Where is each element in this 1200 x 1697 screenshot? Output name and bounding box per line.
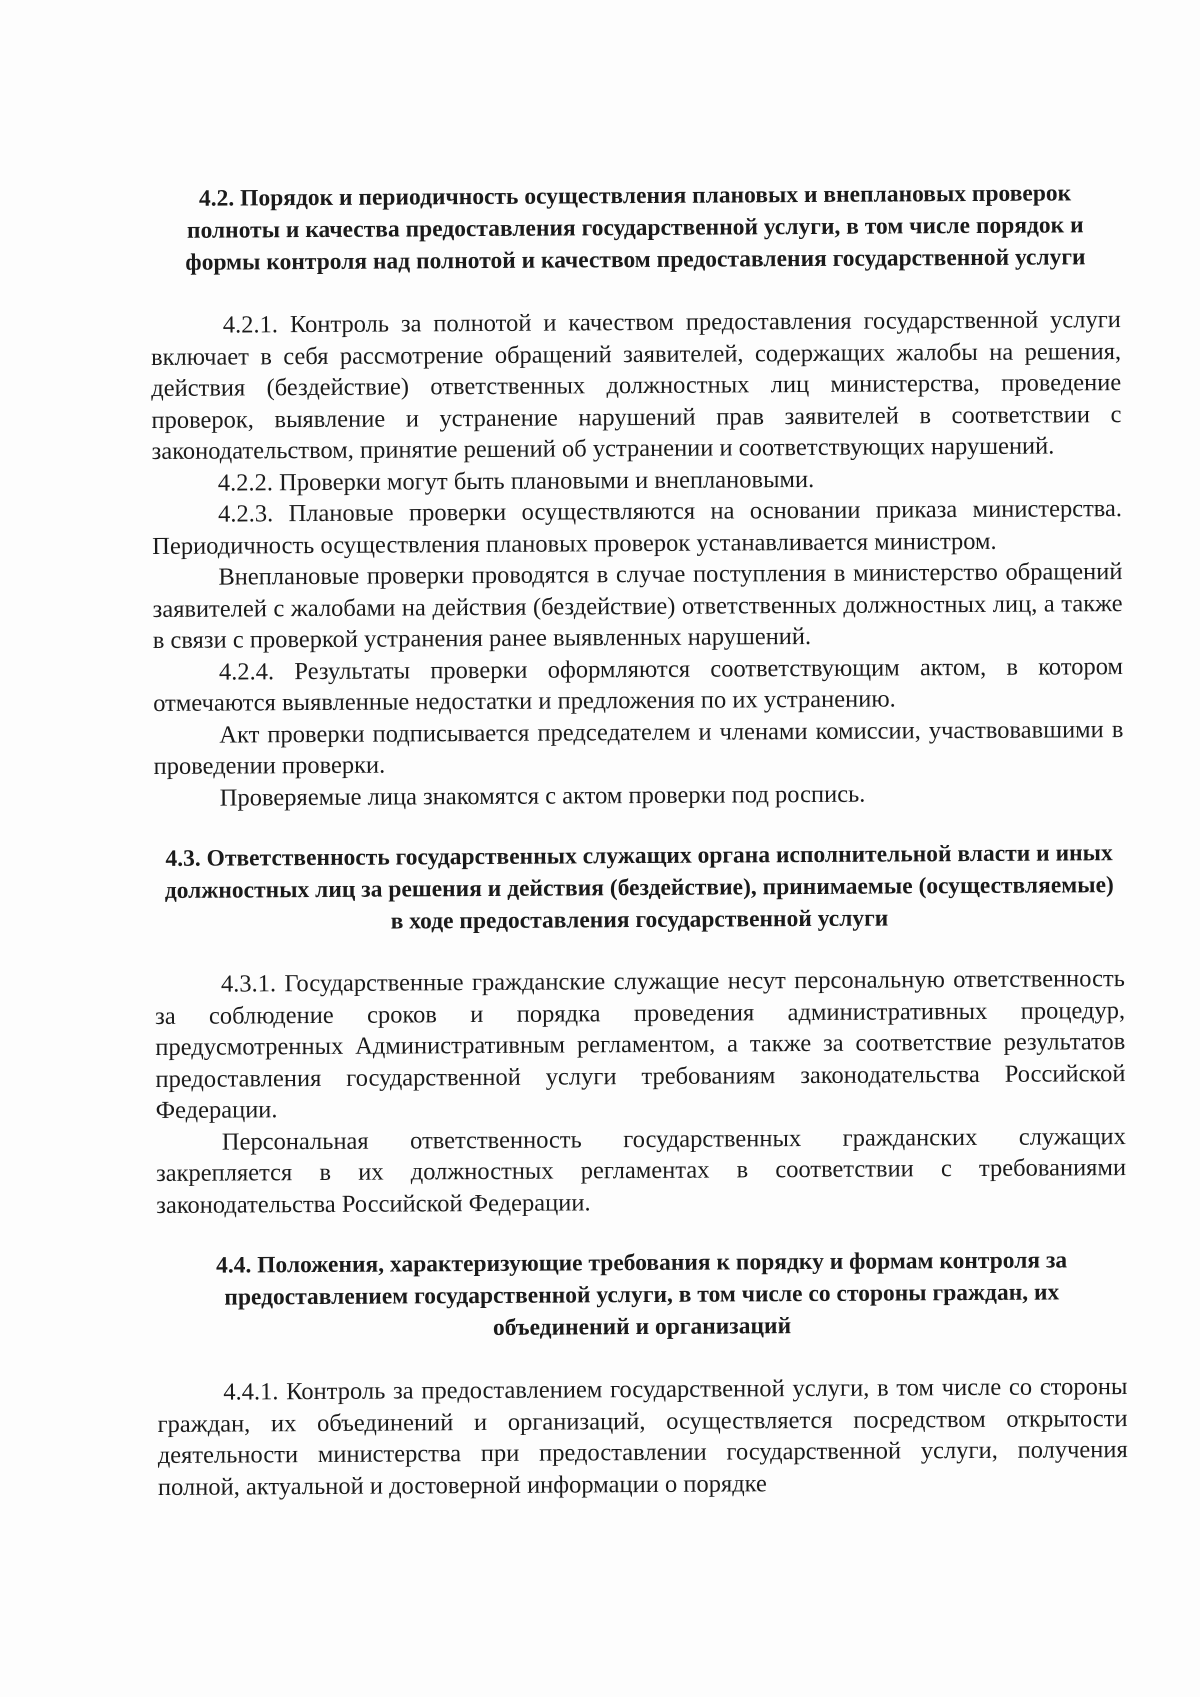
section-heading-4-2: 4.2. Порядок и периодичность осуществления плановых и внеплановых проверок полноты и качества предоставления государственной услуги, в том числе порядок и формы контроля над полнотой и качеством предоставления государственной услуги: [185, 180, 1086, 276]
paragraph-4-4-1: 4.4.1. Контроль за предоставлением государственной услуги, в том числе со стороны граждан, их объединений и организаций, осуществляется посредством открытости деятельности министерства при предоставлении государственной услуги, получения полной, актуальной и достоверной информации о порядке: [157, 1373, 1128, 1501]
paragraph-signature-acknowledgment: Проверяемые лица знакомятся с актом проверки под роспись.: [219, 780, 866, 812]
paragraph-4-2-4: 4.2.4. Результаты проверки оформляются соответствующим актом, в котором отмечаются выявленные недостатки и предложения по их устранению.: [153, 652, 1124, 717]
paragraph-4-2-2: 4.2.2. Проверки могут быть плановыми и внеплановыми.: [217, 465, 815, 497]
paragraph-personal-responsibility: Персональная ответственность государственных гражданских служащих закрепляется в их должностных регламентах в соответствии с требованиями законодательства Российской Федерации.: [155, 1122, 1127, 1219]
paragraph-act-signing: Акт проверки подписывается председателем и членами комиссии, участвовавшими в проведении проверки.: [153, 715, 1124, 780]
document-body: [150, 177, 1128, 1503]
paragraph-unscheduled-checks: Внеплановые проверки проводятся в случае поступления в министерство обращений заявителей с жалобами на действия (бездействие) ответственных должностных лиц, а также в связи с проверкой устранения ранее выявленных нарушений.: [152, 558, 1123, 654]
paragraph-4-2-3: 4.2.3. Плановые проверки осуществляются на основании приказа министерства. Периодичность осуществления плановых проверок устанавливается министром.: [152, 495, 1123, 560]
section-heading-4-4: 4.4. Положения, характеризующие требования к порядку и формам контроля за предоставлением государственной услуги, в том числе со стороны граждан, их объединений и организаций: [215, 1247, 1068, 1341]
paragraph-4-2-1: 4.2.1. Контроль за полнотой и качеством предоставления государственной услуги включает в себя рассмотрение обращений заявителей, содержащих жалобы на решения, действия (бездействие) ответственных должностных лиц министерства, проведение проверок, выявление и устранение нарушений прав заявителей в соответствии с законодательством, принятие решений об устранении и соответствующих нарушений.: [150, 306, 1122, 465]
section-heading-4-3: 4.3. Ответственность государственных служащих органа исполнительной власти и иных должностных лиц за решения и действия (бездействие), принимаемые (осуществляемые) в ходе предоставления государственной услуги: [164, 840, 1114, 935]
paragraph-4-3-1: 4.3.1. Государственные гражданские служащие несут персональную ответственность за соблюдение сроков и порядка проведения административных процедур, предусмотренных Административным регламентом, а также за соответствие результатов предоставления государственной услуги требованиям законодательства Российской Федерации.: [155, 965, 1126, 1124]
